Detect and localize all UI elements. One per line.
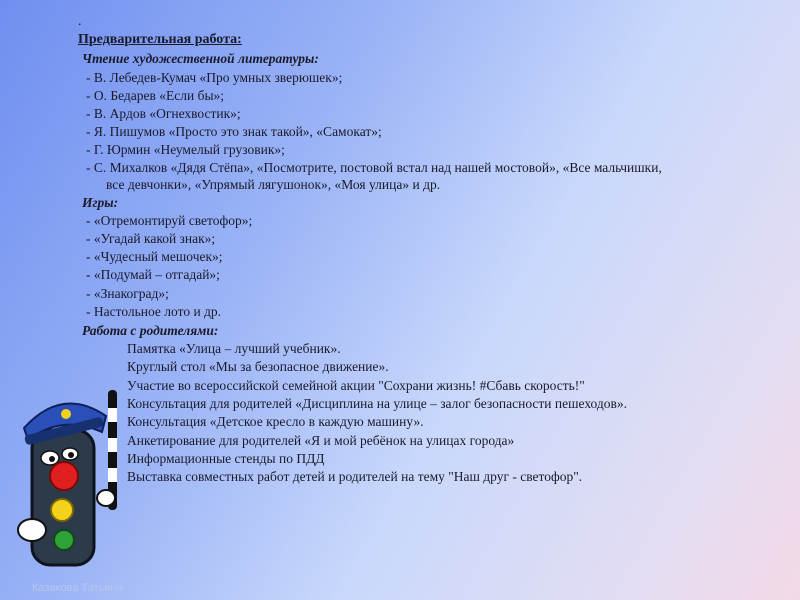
literature-item: - В. Лебедев-Кумач «Про умных зверюшек»;	[86, 70, 343, 85]
literature-item: - С. Михалков «Дядя Стёпа», «Посмотрите, постовой встал над нашей мостовой», «Все мальчишки,	[86, 160, 662, 175]
glove-hand-icon	[97, 490, 115, 506]
games-item: - «Подумай – отгадай»;	[86, 267, 220, 282]
glove-hand-icon	[18, 519, 46, 541]
literature-item: - Я. Пишумов «Просто это знак такой», «Самокат»;	[86, 124, 382, 139]
games-item: - «Знакоград»;	[86, 286, 169, 301]
literature-item: - Г. Юрмин «Неумелый грузовик»;	[86, 142, 285, 157]
green-light	[54, 530, 74, 550]
literature-item: - О. Бедарев «Если бы»;	[86, 88, 225, 103]
literature-heading: Чтение художественной литературы:	[82, 51, 319, 66]
parents-item: Анкетирование для родителей «Я и мой ребёнок на улицах города»	[127, 433, 515, 448]
parents-item: Информационные стенды по ПДД	[127, 451, 325, 466]
bullet-dot: .	[78, 14, 82, 29]
author-watermark: Казакова Татьяна	[32, 582, 123, 594]
page-title: Предварительная работа:	[78, 32, 242, 47]
parents-item: Круглый стол «Мы за безопасное движение».	[127, 359, 389, 374]
parents-item: Консультация «Детское кресло в каждую машину».	[127, 414, 424, 429]
yellow-light	[51, 499, 73, 521]
games-item: - «Чудесный мешочек»;	[86, 249, 223, 264]
parents-item: Консультация для родителей «Дисциплина на улице – залог безопасности пешеходов».	[127, 396, 628, 411]
literature-item: все девчонки», «Упрямый лягушонок», «Моя улица» и др.	[106, 177, 441, 192]
games-item: - «Угадай какой знак»;	[86, 231, 216, 246]
parents-item: Выставка совместных работ детей и родителей на тему "Наш друг - светофор".	[127, 469, 583, 484]
games-item: - «Отремонтируй светофор»;	[86, 213, 253, 228]
literature-item: - В. Ардов «Огнехвостик»;	[86, 106, 241, 121]
traffic-light-character-illustration	[10, 380, 130, 580]
red-light-nose	[50, 462, 78, 490]
games-heading: Игры:	[82, 195, 119, 210]
games-item: - Настольное лото и др.	[86, 304, 222, 319]
parents-item: Памятка «Улица – лучший учебник».	[127, 341, 341, 356]
parents-heading: Работа с родителями:	[82, 323, 219, 338]
parents-item: Участие во всероссийской семейной акции "Сохрани жизнь! #Сбавь скорость!"	[127, 378, 585, 393]
